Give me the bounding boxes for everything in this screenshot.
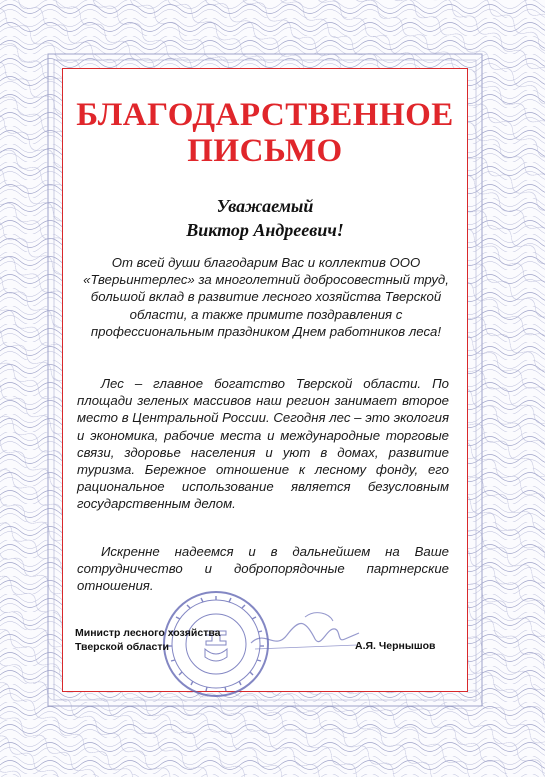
letter-title-line1: БЛАГОДАРСТВЕННОЕ [76,97,454,133]
paragraph-forest: Лес – главное богатство Тверской области. По площади зеленых массивов наш регион занимает второе место в Центральной России. Сегодня лес – это экология и экономика, рабочие места и международные торговые связи, здоровье населения и уют в домах, развитие туризма. Бережное отношение к лесному фонду, его рациональное использование является безусловным государственным делом. [77,376,449,512]
signatory-title-line1: Министр лесного хозяйства [75,627,221,639]
paragraph-thanks: От всей души благодарим Вас и коллектив ООО «Тверьинтерлес» за многолетний добросовестный труд, большой вклад в развитие лесного хозяйства Тверской области, а также примите поздравления с профессиональным праздником Днем работников леса! [83,255,449,339]
signatory-name: А.Я. Чернышов [355,640,436,652]
signature-icon [245,599,365,659]
paragraph-cooperation: Искренне надеемся и в дальнейшем на Ваше сотрудничество и добропорядочные партнерские отношения. [77,544,449,594]
letter-panel [62,68,468,692]
greeting-line1: Уважаемый [216,196,314,216]
signatory-title-line2: Тверской области [75,641,169,653]
letter-title-line2: ПИСЬМО [187,133,343,169]
signatory-position [75,626,221,654]
greeting-name: Виктор Андреевич! [186,220,344,240]
